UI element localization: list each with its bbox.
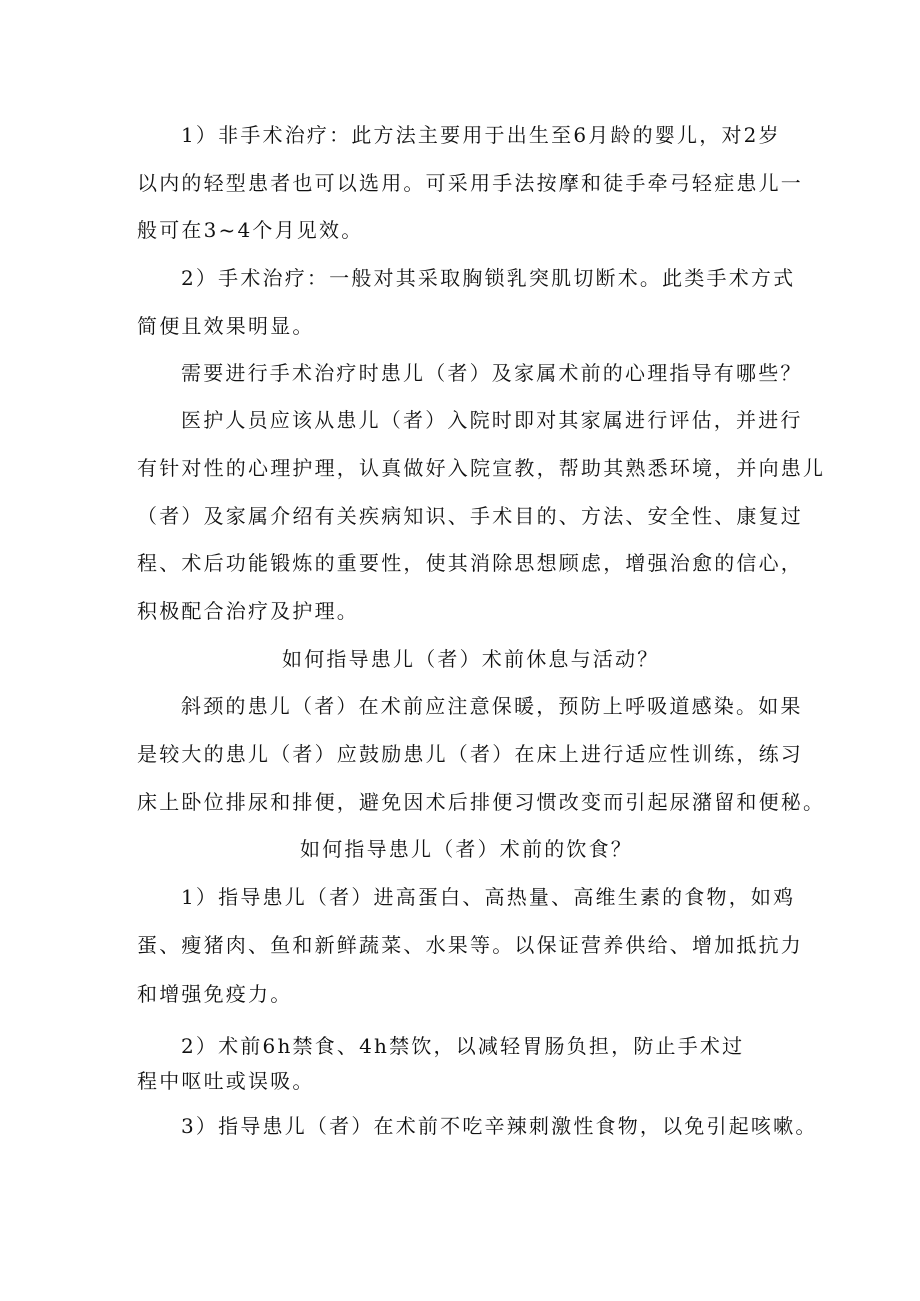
text-line: 蛋、瘦猪肉、鱼和新鲜蔬菜、水果等。以保证营养供给、增加抵抗力 (137, 933, 803, 957)
text-line: （者）及家属介绍有关疾病知识、手术目的、方法、安全性、康复过 (137, 504, 803, 528)
question-heading: 如何指导患儿（者）术前休息与活动？ (282, 647, 660, 671)
text-line: 1）指导患儿（者）进高蛋白、高热量、高维生素的食物，如鸡 (181, 885, 796, 909)
text-line: 2）手术治疗：一般对其采取胸锁乳突肌切断术。此类手术方式 (181, 266, 796, 290)
question-heading: 需要进行手术治疗时患儿（者）及家属术前的心理指导有哪些？ (181, 361, 803, 385)
text-line: 有针对性的心理护理，认真做好入院宣教，帮助其熟悉环境，并向患儿 (137, 456, 826, 480)
text-line: 2）术前6h禁食、4h禁饮，以减轻胃肠负担，防止手术过 (181, 1034, 745, 1058)
text-line: 医护人员应该从患儿（者）入院时即对其家属进行评估，并进行 (181, 408, 803, 432)
text-line: 斜颈的患儿（者）在术前应注意保暖，预防上呼吸道感染。如果 (181, 694, 803, 718)
question-heading: 如何指导患儿（者）术前的饮食？ (300, 837, 633, 861)
text-line: 3）指导患儿（者）在术前不吃辛辣刺激性食物，以免引起咳嗽。 (181, 1114, 818, 1138)
text-line: 以内的轻型患者也可以选用。可采用手法按摩和徒手牵弓轻症患儿一 (137, 171, 803, 195)
text-line: 积极配合治疗及护理。 (137, 599, 359, 623)
text-line: 般可在3~4个月见效。 (137, 218, 364, 242)
text-line: 简便且效果明显。 (137, 314, 315, 338)
text-line: 1）非手术治疗：此方法主要用于出生至6月龄的婴儿，对2岁 (181, 123, 781, 147)
text-line: 和增强免疫力。 (137, 982, 293, 1006)
text-line: 程、术后功能锻炼的重要性，使其消除思想顾虑，增强治愈的信心， (137, 551, 803, 575)
text-line: 床上卧位排尿和排便，避免因术后排便习惯改变而引起尿潴留和便秘。 (137, 790, 826, 814)
text-line: 程中呕吐或误吸。 (137, 1069, 315, 1093)
text-line: 是较大的患儿（者）应鼓励患儿（者）在床上进行适应性训练，练习 (137, 742, 803, 766)
